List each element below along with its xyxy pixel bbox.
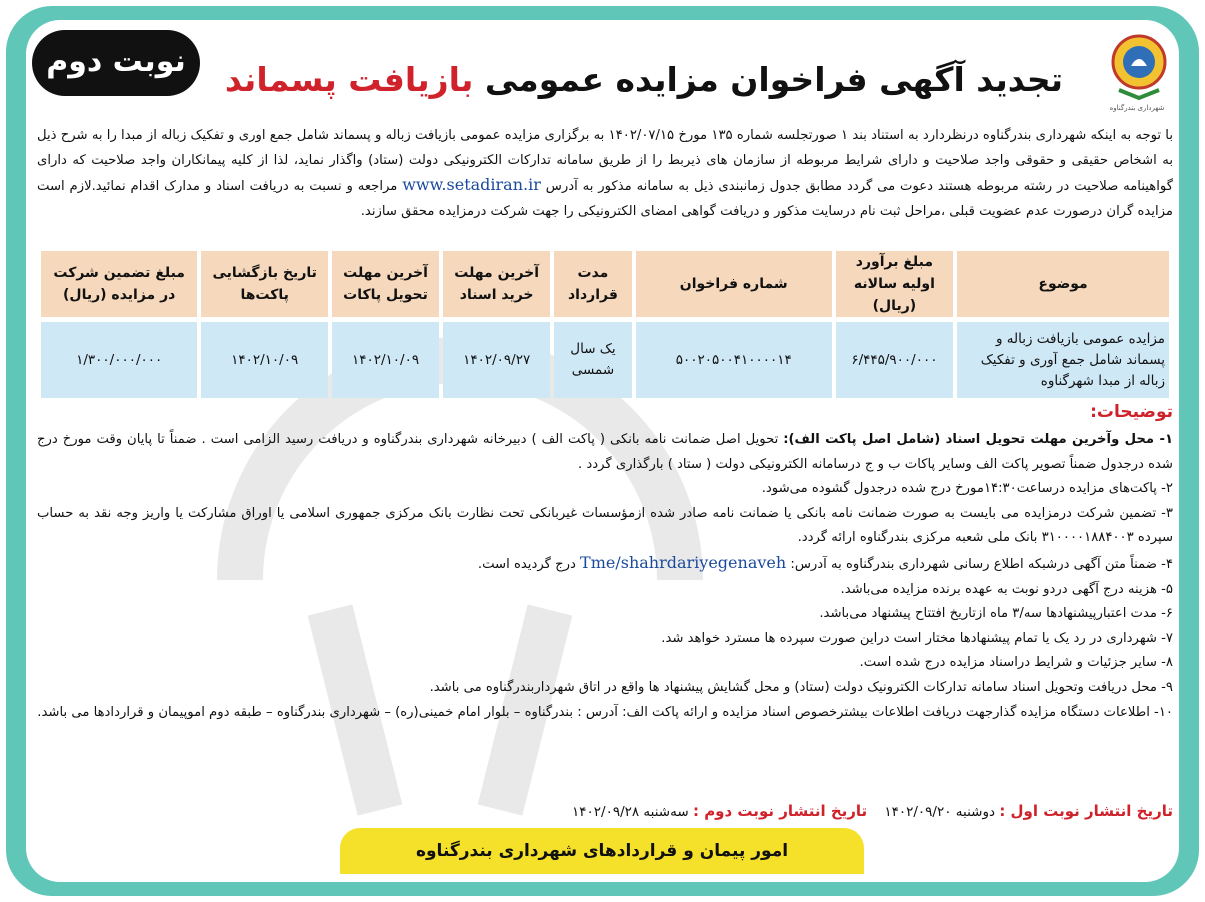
cell-delivery-deadline: ۱۴۰۲/۱۰/۰۹ (332, 322, 439, 398)
round-badge: نوبت دوم (32, 30, 200, 96)
notes-list (37, 428, 1173, 725)
cell-duration: یک سال شمسی (554, 322, 631, 398)
footer-banner: امور پیمان و قراردادهای شهرداری بندرگناوه (340, 828, 864, 874)
note-1-text: تحویل اصل ضمانت نامه بانکی ( پاکت الف ) دبیرخانه شهرداری بندرگناوه و دریافت رسید الزامی است . ضمناً تا پایان وقت مورخ درج شده درجدول ضمناً تصویر پاکت الف وسایر پاکات ب و ج درسامانه الکترونیکی دولت ( ستاد ) بارگذاری گردد . (37, 432, 1173, 472)
note-item (37, 428, 1173, 477)
header-guarantee: مبلغ تضمین شرکت در مزایده (ریال) (41, 251, 197, 317)
telegram-link[interactable]: Tme/shahrdariyegenaveh (580, 552, 787, 572)
header-purchase-deadline: آخرین مهلت خرید اسناد (443, 251, 550, 317)
second-publication-date: سه‌شنبه ۱۴۰۲/۰۹/۲۸ (572, 804, 689, 820)
cell-purchase-deadline: ۱۴۰۲/۰۹/۲۷ (443, 322, 550, 398)
header-delivery-deadline: آخرین مهلت تحویل پاکات (332, 251, 439, 317)
header-estimate: مبلغ برآورد اولیه سالانه (ریال) (836, 251, 953, 317)
header-call-number: شماره فراخوان (636, 251, 832, 317)
cell-guarantee: ۱/۳۰۰/۰۰۰/۰۰۰ (41, 322, 197, 398)
cell-call-number: ۵۰۰۲۰۵۰۰۴۱۰۰۰۰۱۴ (636, 322, 832, 398)
notes-title: توضیحات: (1090, 402, 1173, 422)
first-publication-label: تاریخ انتشار نوبت اول : (999, 802, 1173, 820)
note-4-text-2: درج گردیده است. (477, 556, 576, 572)
header-duration: مدت قرارداد (554, 251, 631, 317)
page-title (224, 50, 1063, 110)
second-publication-label: تاریخ انتشار نوبت دوم : (692, 802, 868, 820)
table-row (41, 322, 1169, 398)
note-item (37, 551, 1173, 578)
first-publication-date: دوشنبه ۱۴۰۲/۰۹/۲۰ (884, 804, 996, 820)
intro-text-1: با توجه به اینکه شهرداری بندرگناوه درنظردارد به استناد بند ۱ صورتجلسه شماره ۱۳۵ مورخ ۱۴۰۲/۰۷/۱۵ به برگزاری مزایده عمومی بازیافت زباله و پسماند شامل جمع اوری و تفکیک زباله از مبدا را به شرح ذیل به اشخاص حقیقی و حقوقی واجد صلاحیت و دارای شرایط مربوطه از سازمان های ذیربط را از طریق سامانه تدارکات الکترونیکی دولت (ستاد) واگذار نماید، لذا از کلیه پیمانکاران واجد صلاحیت که دارای گواهینامه صلاحیت در رشته مربوطه هستند دعوت می گردد مطابق جدول زمانبندی ذیل به سامانه مذکور به آدرس (37, 128, 1173, 194)
logo-caption: شهرداری بندرگناوه (1109, 104, 1165, 112)
cell-subject: مزایده عمومی بازیافت زباله و پسماند شامل جمع آوری و تفکیک زباله از مبدا شهرگناوه (957, 322, 1169, 398)
note-item: ۸- سایر جزئیات و شرایط دراسناد مزایده درج شده است. (859, 655, 1173, 671)
note-item: ۵- هزینه درج آگهی دردو نوبت به عهده برنده مزایده می‌باشد. (840, 581, 1173, 597)
header-opening-date: تاریخ بازگشایی پاکت‌ها (201, 251, 328, 317)
auction-table (37, 246, 1173, 403)
table-header-row (41, 251, 1169, 317)
cell-opening-date: ۱۴۰۲/۱۰/۰۹ (201, 322, 328, 398)
municipality-emblem-icon (1111, 32, 1167, 104)
intro-paragraph (37, 124, 1173, 224)
note-item: ۹- محل دریافت وتحویل اسناد سامانه تدارکات الکترونیک دولت (ستاد) و محل گشایش پیشنهاد ها واقع در اتاق شهرداربندرگناوه می باشد. (429, 679, 1173, 695)
setad-link[interactable]: www.setadiran.ir (402, 175, 541, 194)
note-1-heading: ۱- محل وآخرین مهلت تحویل اسناد (شامل اصل پاکت الف): (783, 432, 1173, 447)
title-highlight: بازیافت پسماند (224, 60, 474, 99)
intro-text-2: مراجعه و نسبت به دریافت اسناد و مدارک اقدام نمائید.لازم است مزایده گران درصورت عدم عضویت قبلی ،مراحل ثبت نام درسایت مذکور و دریافت گواهی امضای الکترونیکی را جهت شرکت درمزایده محقق سازند. (37, 179, 1173, 219)
title-main: تجدید آگهی فراخوان مزایده عمومی (484, 60, 1063, 99)
publication-dates (37, 802, 1173, 820)
note-item: ۳- تضمین شرکت درمزایده می بایست به صورت ضمانت نامه بانکی یا ضمانت نامه صادر شده ازمؤسسات غیربانکی تحت نظارت بانک مرکزی جمهوری اسلامی یا اوراق مشارکت یا واریز وجه نقد به حساب سپرده ۳۱۰۰۰۰۱۸۸۴۰۰۳ بانک ملی شعبه مرکزی بندرگناوه ارائه گردد. (37, 505, 1173, 546)
note-item: ۶- مدت اعتبارپیشنهادها سه/۳ ماه ازتاریخ افتتاح پیشنهاد می‌باشد. (819, 606, 1173, 622)
note-item: ۷- شهرداری در رد یک یا تمام پیشنهادها مختار است دراین صورت سپرده ها مسترد خواهد شد. (661, 630, 1173, 646)
note-4-text-1: ۴- ضمناً متن آگهی درشبکه اطلاع رسانی شهرداری بندرگناوه به آدرس: (790, 556, 1173, 572)
cell-estimate: ۶/۴۴۵/۹۰۰/۰۰۰ (836, 322, 953, 398)
note-item: ۱۰- اطلاعات دستگاه مزایده گذارجهت دریافت اطلاعات بیشترخصوص اسناد مزایده و ارائه پاکت الف: آدرس : بندرگناوه – بلوار امام خمینی(ره) – شهرداری بندرگناوه – طبقه دوم اموپیمان و قراردادها می باشد. (37, 704, 1173, 720)
note-item: ۲- پاکت‌های مزایده درساعت۱۴:۳۰مورخ درج شده درجدول گشوده می‌شود. (761, 481, 1173, 497)
header-subject: موضوع (957, 251, 1169, 317)
